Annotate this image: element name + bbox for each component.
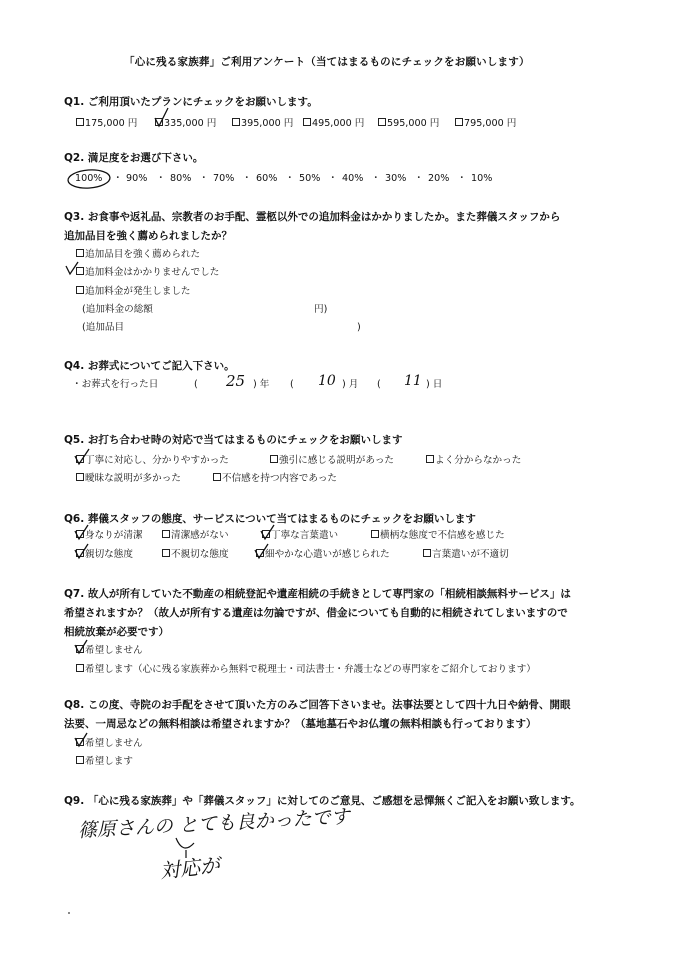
q3-items-close: ) (357, 322, 361, 333)
q1-option-1[interactable]: 175,000 円 (76, 119, 137, 129)
survey-title: 「心に残る家族葬」ご利用アンケート（当てはまるものにチェックをお願いします） (124, 56, 530, 68)
q2-option-100[interactable]: 100% (75, 173, 103, 184)
q2-dot: ・ (371, 173, 381, 184)
q4-year-value[interactable]: 25 (226, 372, 246, 390)
q2-dot: ・ (457, 173, 467, 184)
q4-question: Q4. お葬式についてご記入下さい。 (64, 360, 235, 372)
q3-total-unit: 円) (314, 304, 328, 315)
q2-option-60[interactable]: 60% (256, 173, 278, 184)
q7-option-2[interactable]: 希望します（心に残る家族葬から無料で税理士・司法書士・弁護士などの専門家をご紹介しております） (76, 665, 536, 675)
q9-handwritten-insert: 対応が (158, 852, 222, 884)
q5-option-4[interactable]: 曖昧な説明が多かった (76, 474, 181, 484)
q8-question-line2: 法要、一周忌などの無料相談は希望されますか？（墓地墓石やお仏壇の無料相談も行っております） (64, 718, 537, 730)
q2-option-10[interactable]: 10% (471, 173, 493, 184)
q2-option-80[interactable]: 80% (170, 173, 192, 184)
q1-option-5[interactable]: 595,000 円 (378, 119, 439, 129)
q4-day-close: ) 日 (426, 379, 443, 390)
q5-question: Q5. お打ち合わせ時の対応で当てはまるものにチェックをお願いします (64, 434, 403, 446)
q2-dot: ・ (113, 173, 123, 184)
q1-option-3[interactable]: 395,000 円 (232, 119, 293, 129)
q1-option-2[interactable]: 335,000 円 (155, 119, 216, 129)
q7-question-line3: 相続放棄が必要です） (64, 626, 169, 638)
q6-option-4[interactable]: 横柄な態度で不信感を感じた (371, 531, 505, 541)
q2-dot: ・ (328, 173, 338, 184)
q6-option-2[interactable]: 清潔感がない (162, 531, 229, 541)
q5-option-3[interactable]: よく分からなかった (426, 456, 521, 466)
q3-option-2[interactable]: 追加料金はかかりませんでした (76, 268, 219, 278)
scan-speck (68, 912, 70, 914)
q4-year-open: ( (194, 379, 198, 390)
q7-option-1[interactable]: 希望しません (76, 646, 143, 656)
q8-question-line1: Q8. この度、寺院のお手配をさせて頂いた方のみご回答下さいませ。法事法要として四十九日や納骨、開眼 (64, 699, 571, 711)
q3-option-1[interactable]: 追加品目を強く薦められた (76, 250, 200, 260)
q4-date-label: ・お葬式を行った日 (72, 379, 159, 390)
q7-question-line2: 希望されますか？（故人が所有する遺産は勿論ですが、借金についても自動的に相続されてしまいますので (64, 607, 568, 619)
q4-month-value[interactable]: 10 (318, 373, 336, 389)
q2-question: Q2. 満足度をお選び下さい。 (64, 152, 204, 164)
q2-dot: ・ (242, 173, 252, 184)
q2-dot: ・ (199, 173, 209, 184)
q3-question-line2: 追加品目を強く薦められましたか？ (64, 230, 232, 242)
q7-question-line1: Q7. 故人が所有していた不動産の相続登記や遺産相続の手続きとして専門家の「相続相談無料サービス」は (64, 588, 571, 600)
q4-year-close: ) 年 (253, 379, 270, 390)
q1-option-4[interactable]: 495,000 円 (303, 119, 364, 129)
q3-items-label: (追加品目 (82, 322, 125, 333)
q5-option-5[interactable]: 不信感を持つ内容であった (213, 474, 337, 484)
q4-day-value[interactable]: 11 (404, 373, 422, 389)
q5-option-2[interactable]: 強引に感じる説明があった (270, 456, 394, 466)
q2-dot: ・ (285, 173, 295, 184)
q6-option-1[interactable]: 身なりが清潔 (76, 531, 143, 541)
q9-question: Q9. 「心に残る家族葬」や「葬儀スタッフ」に対してのご意見、ご感想を忌憚無くご記入をお願い致します。 (64, 795, 581, 807)
q3-question-line1: Q3. お食事や返礼品、宗教者のお手配、霊柩以外での追加料金はかかりましたか。また葬儀スタッフから (64, 211, 561, 223)
q8-option-1[interactable]: 希望しません (76, 739, 143, 749)
q8-option-2[interactable]: 希望します (76, 757, 133, 767)
q6-option-5[interactable]: 親切な態度 (76, 550, 133, 560)
q3-total-label: (追加料金の総額 (82, 304, 153, 315)
q2-option-40[interactable]: 40% (342, 173, 364, 184)
q4-month-open: ( (290, 379, 294, 390)
q3-option-3[interactable]: 追加料金が発生しました (76, 287, 191, 297)
q6-option-3[interactable]: 丁寧な言葉遣い (262, 531, 338, 541)
q6-option-6[interactable]: 不親切な態度 (162, 550, 229, 560)
q2-option-50[interactable]: 50% (299, 173, 321, 184)
q9-handwritten-comment[interactable]: 篠原さんの とても良かったです (77, 805, 351, 842)
q6-option-8[interactable]: 言葉遣いが不適切 (423, 550, 509, 560)
q2-dot: ・ (156, 173, 166, 184)
q2-option-90[interactable]: 90% (126, 173, 148, 184)
q6-option-7[interactable]: 細やかな心遣いが感じられた (256, 550, 390, 560)
q1-option-6[interactable]: 795,000 円 (455, 119, 516, 129)
q5-option-1[interactable]: 丁寧に対応し、分かりやすかった (76, 456, 229, 466)
q2-option-70[interactable]: 70% (213, 173, 235, 184)
q4-day-open: ( (377, 379, 381, 390)
q2-option-20[interactable]: 20% (428, 173, 450, 184)
q2-option-30[interactable]: 30% (385, 173, 407, 184)
q6-question: Q6. 葬儀スタッフの態度、サービスについて当てはまるものにチェックをお願いします (64, 513, 476, 525)
q2-dot: ・ (414, 173, 424, 184)
q4-month-close: ) 月 (342, 379, 359, 390)
q1-question: Q1. ご利用頂いたプランにチェックをお願いします。 (64, 96, 318, 108)
